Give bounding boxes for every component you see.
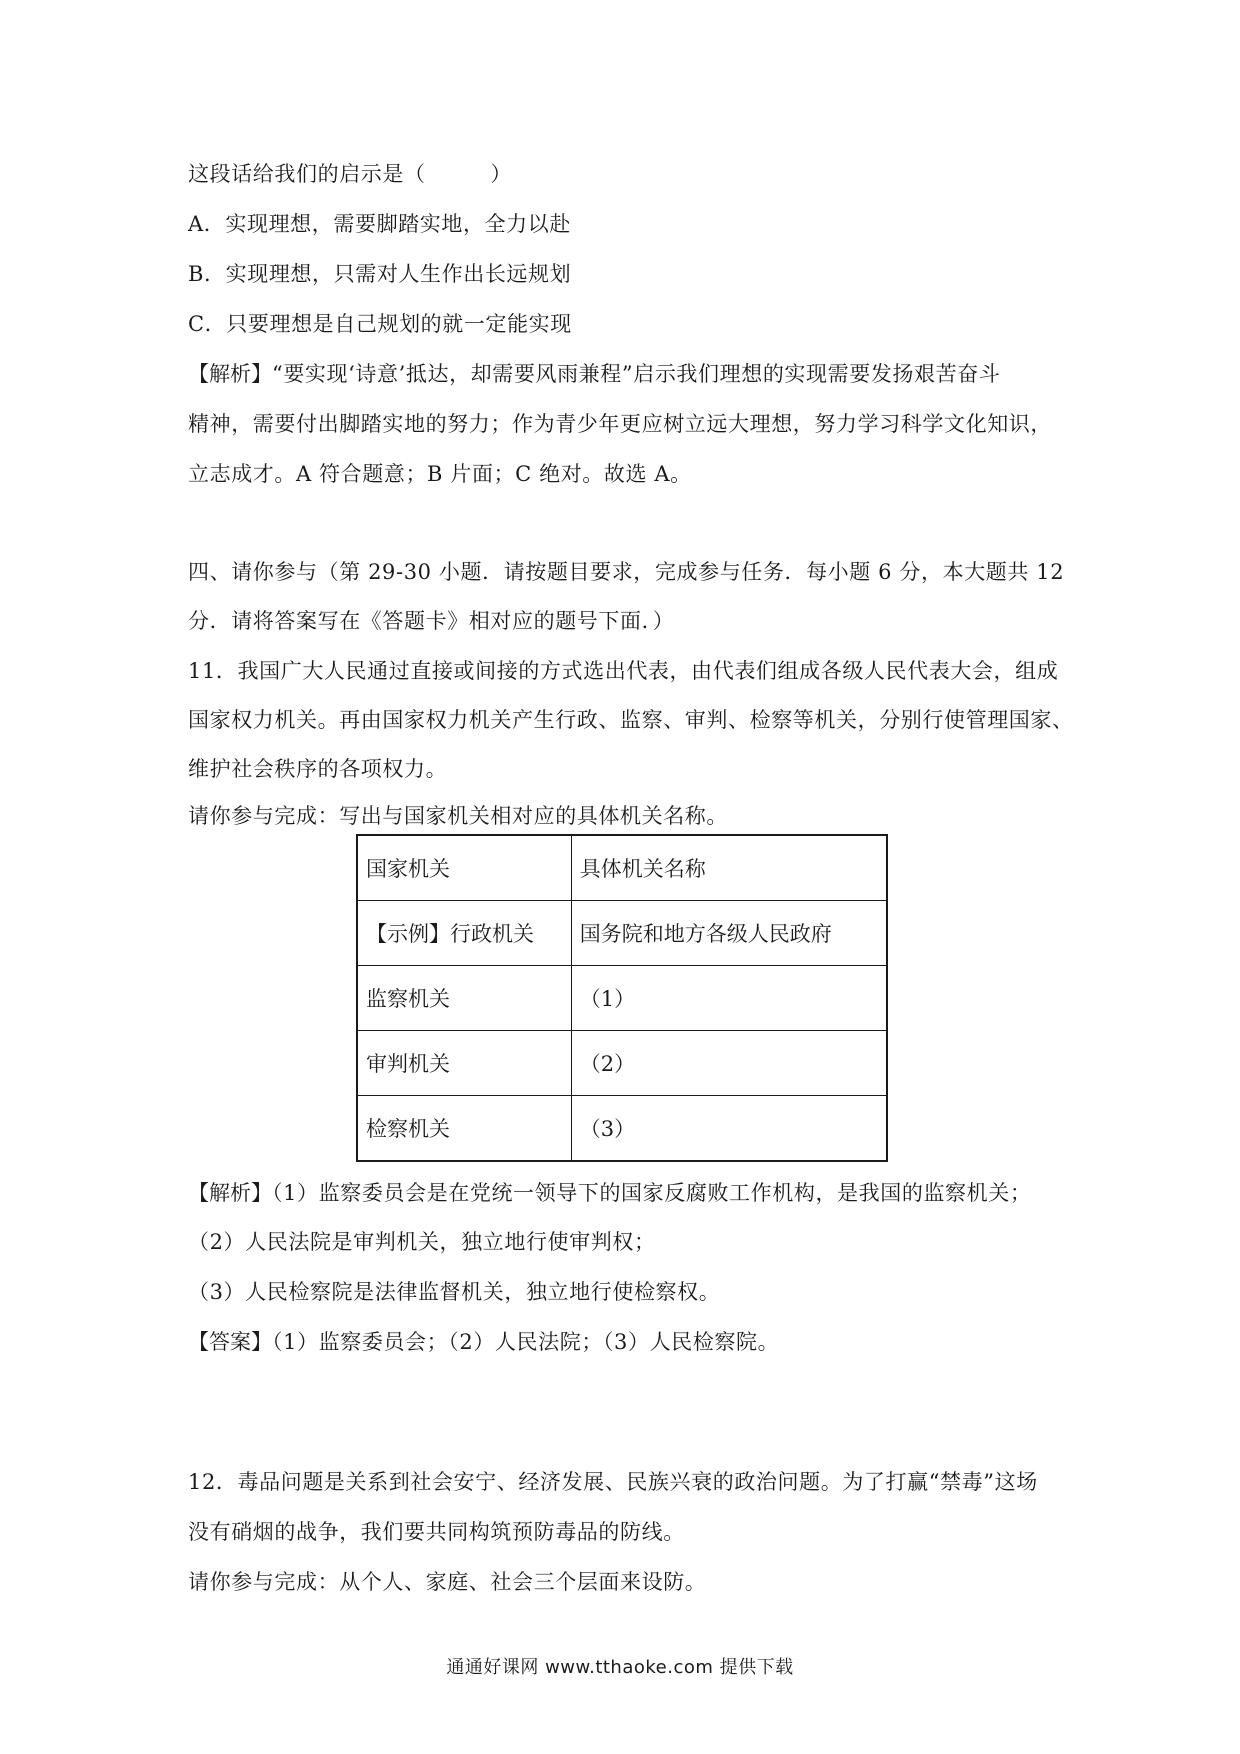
analysis-label: 【解析】 [188, 1181, 272, 1205]
analysis-text: “要实现‘诗意’抵达，却需要风雨兼程”启示我们理想的实现需要发扬艰苦奋斗 [272, 362, 1001, 386]
question-12-stem-line-1: 12．毒品问题是关系到社会安宁、经济发展、民族兴衰的政治问题。为了打赢“禁毒”这场 [188, 1470, 1038, 1494]
answer-label: 【答案】 [188, 1330, 272, 1354]
analysis-label: 【解析】 [188, 362, 272, 386]
table-row [357, 966, 887, 1031]
question-11-stem-line-3: 维护社会秩序的各项权力。 [188, 757, 448, 781]
section-4-heading-line-2: 分．请将答案写在《答题卡》相对应的题号下面．） [188, 609, 675, 633]
question-11-stem-line-2: 国家权力机关。再由国家权力机关产生行政、监察、审判、检察等机关，分别行使管理国家、 [188, 708, 1074, 732]
question-10-analysis-line-1 [188, 359, 1000, 389]
table-cell: 监察机关 [357, 966, 571, 1031]
question-12-task: 请你参与完成：从个人、家庭、社会三个层面来设防。 [188, 1570, 707, 1594]
table-cell: 审判机关 [357, 1031, 571, 1096]
question-11-analysis-line-3: （3）人民检察院是法律监督机关，独立地行使检察权。 [188, 1280, 721, 1304]
question-11-stem-line-1: 11．我国广大人民通过直接或间接的方式选出代表，由代表们组成各级人民代表大会，组成 [188, 659, 1059, 683]
section-4-heading-line-1: 四、请你参与（第 29-30 小题．请按题目要求，完成参与任务．每小题 6 分，本大题共 12 [188, 560, 1065, 584]
option-b: B．实现理想，只需对人生作出长远规划 [188, 262, 572, 286]
question-10-analysis-line-3: 立志成才。A 符合题意；B 片面；C 绝对。故选 A。 [188, 462, 692, 486]
question-10-analysis-line-2: 精神，需要付出脚踏实地的努力；作为青少年更应树立远大理想，努力学习科学文化知识， [188, 412, 1052, 436]
question-12-stem-line-2: 没有硝烟的战争，我们要共同构筑预防毒品的防线。 [188, 1520, 685, 1544]
question-10-stem: 这段话给我们的启示是（ ） [188, 162, 512, 186]
analysis-text: （1）监察委员会是在党统一领导下的国家反腐败工作机构，是我国的监察机关； [272, 1181, 1032, 1205]
table-row [357, 1031, 887, 1096]
table-header-cell: 国家机关 [357, 835, 571, 901]
table-cell: 国务院和地方各级人民政府 [571, 901, 887, 966]
question-11-task: 请你参与完成：写出与国家机关相对应的具体机关名称。 [188, 804, 728, 828]
answer-text: （1）监察委员会；（2）人民法院；（3）人民检察院。 [272, 1330, 780, 1354]
option-a: A．实现理想，需要脚踏实地，全力以赴 [188, 212, 571, 236]
table-cell: （3） [571, 1096, 887, 1162]
table-cell: （2） [571, 1031, 887, 1096]
question-11-analysis-line-2: （2）人民法院是审判机关，独立地行使审判权； [188, 1230, 656, 1254]
table-row [357, 1096, 887, 1162]
option-c: C．只要理想是自己规划的就一定能实现 [188, 312, 572, 336]
table-row [357, 901, 887, 966]
table-header-row [357, 835, 887, 901]
question-11-analysis-line-1 [188, 1178, 1031, 1208]
table-cell: 【示例】行政机关 [357, 901, 571, 966]
table-header-cell: 具体机关名称 [571, 835, 887, 901]
question-11-answer [188, 1327, 779, 1357]
table-cell: （1） [571, 966, 887, 1031]
table-cell: 检察机关 [357, 1096, 571, 1162]
state-organs-table [356, 834, 888, 1162]
download-footer: 通通好课网 www.tthaoke.com 提供下载 [446, 1657, 794, 1678]
